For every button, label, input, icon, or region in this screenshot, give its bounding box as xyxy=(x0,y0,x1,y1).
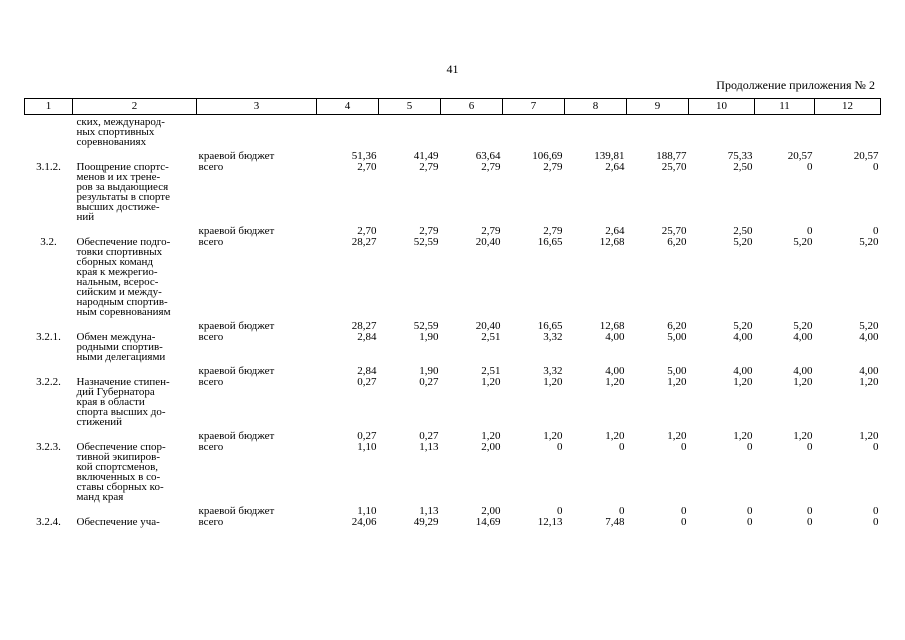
value-cell: 4,00 xyxy=(859,365,879,377)
value-cell: 1,10 xyxy=(357,441,377,453)
value-cell: 2,79 xyxy=(543,225,563,237)
table-row xyxy=(25,516,881,527)
item-code xyxy=(25,502,73,516)
value-cell xyxy=(379,115,441,148)
value-cell: 4,00 xyxy=(733,331,753,343)
column-header: 7 xyxy=(503,99,565,115)
value-cell: 2,84 xyxy=(357,365,377,377)
value-cell: 1,20 xyxy=(733,376,753,388)
column-header: 10 xyxy=(689,99,755,115)
item-code: 3.2.3. xyxy=(36,441,61,453)
value-cell: 1,20 xyxy=(733,430,753,442)
funding-source: всего xyxy=(198,161,224,173)
value-cell: 2,79 xyxy=(481,161,501,173)
value-cell: 0 xyxy=(747,516,753,528)
value-cell: 2,51 xyxy=(481,365,501,377)
value-cell: 6,20 xyxy=(667,236,687,248)
value-cell: 1,20 xyxy=(667,376,687,388)
column-header: 6 xyxy=(441,99,503,115)
value-cell: 0 xyxy=(681,516,687,528)
budget-table xyxy=(24,98,881,527)
value-cell: 1,20 xyxy=(793,376,813,388)
table-row xyxy=(25,115,881,148)
value-cell: 0 xyxy=(873,516,879,528)
item-code: 3.2.2. xyxy=(36,376,61,388)
value-cell: 16,65 xyxy=(537,320,563,332)
item-code: 3.2.4. xyxy=(36,516,61,528)
item-name xyxy=(73,362,197,376)
value-cell xyxy=(503,115,565,148)
column-header: 8 xyxy=(565,99,627,115)
funding-source: всего xyxy=(198,441,224,453)
table-row xyxy=(25,441,881,502)
value-cell: 14,69 xyxy=(475,516,501,528)
value-cell: 5,20 xyxy=(859,320,879,332)
item-name: Обеспечение уча- xyxy=(76,516,160,528)
item-code xyxy=(25,362,73,376)
column-header: 4 xyxy=(317,99,379,115)
value-cell: 3,32 xyxy=(543,365,563,377)
value-cell: 1,20 xyxy=(543,376,563,388)
value-cell: 1,13 xyxy=(419,441,439,453)
column-header: 11 xyxy=(755,99,815,115)
value-cell: 16,65 xyxy=(537,236,563,248)
value-cell xyxy=(815,115,881,148)
value-cell: 1,20 xyxy=(605,376,625,388)
table-row xyxy=(25,427,881,441)
value-cell xyxy=(689,115,755,148)
value-cell: 0 xyxy=(619,505,625,517)
item-code: 3.1.2. xyxy=(36,161,61,173)
column-header: 12 xyxy=(815,99,881,115)
value-cell: 2,00 xyxy=(481,441,501,453)
value-cell: 0 xyxy=(557,505,563,517)
value-cell: 2,84 xyxy=(357,331,377,343)
value-cell: 12,68 xyxy=(599,320,625,332)
table-header-row xyxy=(25,99,881,115)
value-cell: 6,20 xyxy=(667,320,687,332)
funding-source: краевой бюджет xyxy=(198,505,275,517)
value-cell: 20,40 xyxy=(475,320,501,332)
value-cell: 0 xyxy=(681,441,687,453)
item-code: 3.2.1. xyxy=(36,331,61,343)
item-name xyxy=(73,222,197,236)
value-cell: 4,00 xyxy=(605,365,625,377)
funding-source: краевой бюджет xyxy=(198,365,275,377)
value-cell xyxy=(565,115,627,148)
table-row xyxy=(25,376,881,427)
value-cell: 25,70 xyxy=(661,161,687,173)
column-header: 9 xyxy=(627,99,689,115)
column-header: 1 xyxy=(25,99,73,115)
value-cell: 2,64 xyxy=(605,225,625,237)
item-name: Обеспечение спор- тивной экипиров- кой спортсменов, включенных в со- ставы сборных ко- манд края xyxy=(76,441,166,503)
table-row xyxy=(25,317,881,331)
value-cell: 51,36 xyxy=(351,150,377,162)
value-cell: 2,79 xyxy=(419,161,439,173)
value-cell: 0 xyxy=(619,441,625,453)
value-cell: 4,00 xyxy=(605,331,625,343)
value-cell: 0 xyxy=(807,516,813,528)
value-cell: 0,27 xyxy=(357,430,377,442)
value-cell: 0 xyxy=(873,505,879,517)
value-cell: 1,10 xyxy=(357,505,377,517)
value-cell: 5,20 xyxy=(793,236,813,248)
funding-source: краевой бюджет xyxy=(198,430,275,442)
value-cell: 4,00 xyxy=(793,365,813,377)
value-cell: 12,13 xyxy=(537,516,563,528)
value-cell: 1,13 xyxy=(419,505,439,517)
value-cell: 20,40 xyxy=(475,236,501,248)
value-cell: 0 xyxy=(807,225,813,237)
value-cell: 7,48 xyxy=(605,516,625,528)
funding-source: краевой бюджет xyxy=(198,150,275,162)
value-cell: 0 xyxy=(807,505,813,517)
value-cell: 2,64 xyxy=(605,161,625,173)
value-cell: 2,50 xyxy=(733,161,753,173)
funding-source xyxy=(197,115,317,148)
column-header: 5 xyxy=(379,99,441,115)
value-cell: 1,20 xyxy=(667,430,687,442)
value-cell: 0 xyxy=(747,441,753,453)
value-cell: 0 xyxy=(873,225,879,237)
table-row xyxy=(25,147,881,161)
value-cell: 1,20 xyxy=(543,430,563,442)
value-cell: 1,90 xyxy=(419,365,439,377)
page-number: 41 xyxy=(446,62,459,76)
value-cell: 0 xyxy=(681,505,687,517)
value-cell: 0 xyxy=(557,441,563,453)
item-name: Назначение стипен- дий Губернатора края в области спорта высших до- стижений xyxy=(76,376,170,428)
value-cell: 0,27 xyxy=(419,376,439,388)
table-row xyxy=(25,331,881,362)
value-cell: 2,70 xyxy=(357,161,377,173)
value-cell: 1,20 xyxy=(481,376,501,388)
funding-source: всего xyxy=(198,516,224,528)
value-cell: 0 xyxy=(747,505,753,517)
value-cell: 2,79 xyxy=(419,225,439,237)
value-cell xyxy=(755,115,815,148)
appendix-continuation-note: Продолжение приложения № 2 xyxy=(716,78,875,92)
item-name xyxy=(73,147,197,161)
funding-source: краевой бюджет xyxy=(198,320,275,332)
value-cell: 12,68 xyxy=(599,236,625,248)
item-name xyxy=(73,427,197,441)
item-code xyxy=(25,147,73,161)
item-code: 3.2. xyxy=(40,236,57,248)
value-cell: 3,32 xyxy=(543,331,563,343)
item-code xyxy=(25,427,73,441)
value-cell: 5,20 xyxy=(859,236,879,248)
value-cell: 188,77 xyxy=(656,150,687,162)
value-cell: 49,29 xyxy=(413,516,439,528)
item-code xyxy=(25,317,73,331)
value-cell: 28,27 xyxy=(351,236,377,248)
value-cell: 52,59 xyxy=(413,236,439,248)
item-name: Обеспечение подго- товки спортивных сборных команд края к межрегио- нальным, всерос- сийским и между- народным спортив- ным соревнованиям xyxy=(76,236,171,318)
value-cell: 4,00 xyxy=(793,331,813,343)
value-cell: 2,00 xyxy=(481,505,501,517)
value-cell: 0 xyxy=(873,161,879,173)
column-header: 3 xyxy=(197,99,317,115)
value-cell: 41,49 xyxy=(413,150,439,162)
value-cell: 2,79 xyxy=(543,161,563,173)
value-cell xyxy=(441,115,503,148)
value-cell: 2,50 xyxy=(733,225,753,237)
item-name: Обмен междуна- родными спортив- ными делегациями xyxy=(76,331,166,363)
value-cell: 0 xyxy=(807,441,813,453)
value-cell: 1,20 xyxy=(481,430,501,442)
item-name xyxy=(73,502,197,516)
value-cell: 0 xyxy=(807,161,813,173)
value-cell: 1,20 xyxy=(605,430,625,442)
table-row xyxy=(25,236,881,317)
value-cell: 5,20 xyxy=(733,320,753,332)
value-cell: 139,81 xyxy=(594,150,625,162)
table-row xyxy=(25,161,881,222)
item-name: Поощрение спортс- менов и их трене- ров за выдающиеся результаты в спорте высших достиже- ний xyxy=(76,161,170,223)
value-cell: 2,70 xyxy=(357,225,377,237)
funding-source: всего xyxy=(198,331,224,343)
table-row xyxy=(25,222,881,236)
value-cell: 4,00 xyxy=(733,365,753,377)
value-cell: 0 xyxy=(873,441,879,453)
value-cell xyxy=(627,115,689,148)
value-cell: 52,59 xyxy=(413,320,439,332)
value-cell: 20,57 xyxy=(853,150,879,162)
value-cell: 1,20 xyxy=(859,430,879,442)
value-cell: 1,20 xyxy=(793,430,813,442)
item-code xyxy=(25,222,73,236)
funding-source: всего xyxy=(198,376,224,388)
value-cell: 4,00 xyxy=(859,331,879,343)
value-cell: 20,57 xyxy=(787,150,813,162)
value-cell xyxy=(317,115,379,148)
value-cell: 75,33 xyxy=(727,150,753,162)
value-cell: 2,79 xyxy=(481,225,501,237)
value-cell: 63,64 xyxy=(475,150,501,162)
funding-source: всего xyxy=(198,236,224,248)
value-cell: 106,69 xyxy=(532,150,563,162)
value-cell: 0,27 xyxy=(419,430,439,442)
table-row xyxy=(25,362,881,376)
value-cell: 28,27 xyxy=(351,320,377,332)
table-row xyxy=(25,502,881,516)
value-cell: 24,06 xyxy=(351,516,377,528)
value-cell: 0,27 xyxy=(357,376,377,388)
value-cell: 5,00 xyxy=(667,331,687,343)
value-cell: 1,90 xyxy=(419,331,439,343)
value-cell: 5,00 xyxy=(667,365,687,377)
funding-source: краевой бюджет xyxy=(198,225,275,237)
value-cell: 5,20 xyxy=(793,320,813,332)
item-name: ских, международ- ных спортивных соревнованиях xyxy=(76,116,165,148)
value-cell: 25,70 xyxy=(661,225,687,237)
value-cell: 5,20 xyxy=(733,236,753,248)
item-code xyxy=(25,115,73,148)
column-header: 2 xyxy=(73,99,197,115)
value-cell: 2,51 xyxy=(481,331,501,343)
value-cell: 1,20 xyxy=(859,376,879,388)
item-name xyxy=(73,317,197,331)
